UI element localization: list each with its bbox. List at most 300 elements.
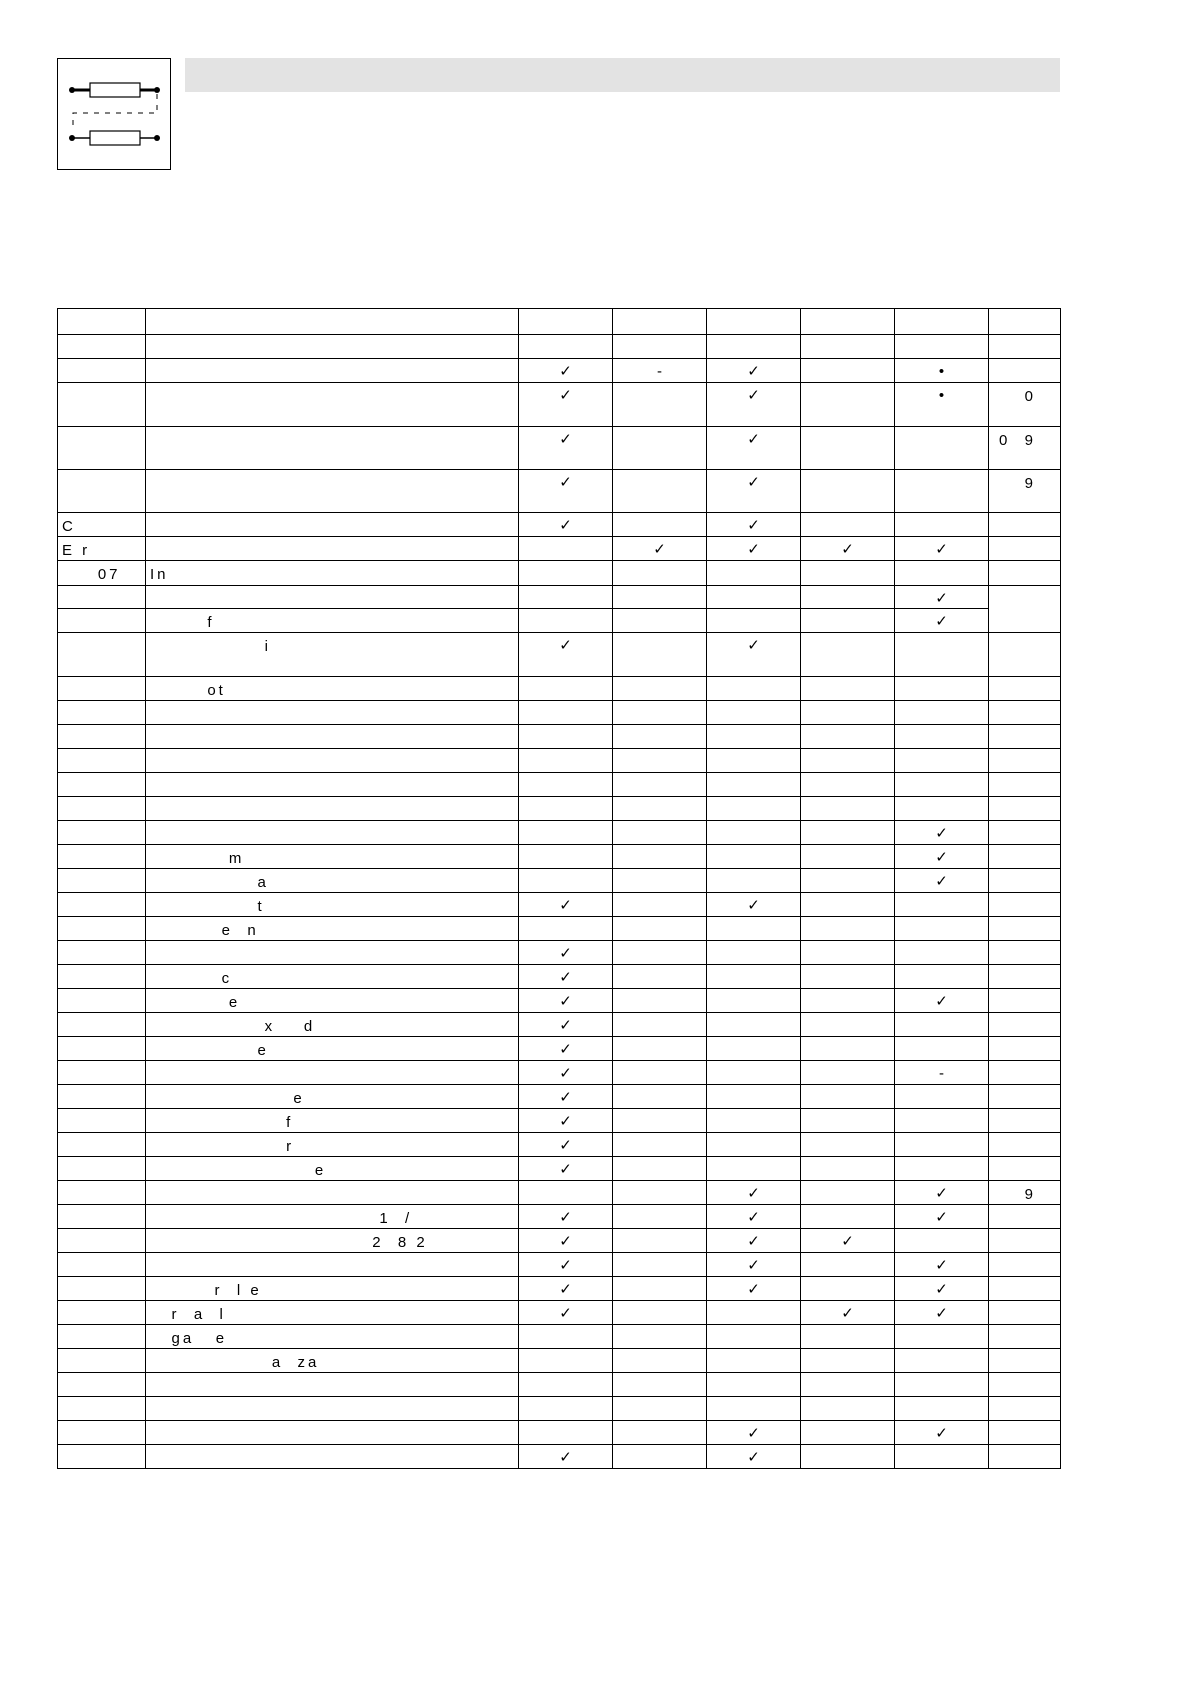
table-cell <box>895 869 989 893</box>
table-cell <box>707 941 801 965</box>
cell-text: ✓ <box>747 1449 760 1466</box>
table-cell <box>801 537 895 561</box>
table-row <box>58 797 1061 821</box>
table-cell <box>519 383 613 427</box>
table-cell <box>707 1253 801 1277</box>
table-cell <box>989 309 1061 335</box>
table-cell <box>801 427 895 470</box>
table-row <box>58 586 1061 609</box>
table-cell <box>707 1013 801 1037</box>
table-cell <box>895 1277 989 1301</box>
table-cell <box>707 1421 801 1445</box>
table-cell <box>613 1277 707 1301</box>
table-cell <box>613 1445 707 1469</box>
table-row <box>58 1373 1061 1397</box>
table-cell <box>707 1157 801 1181</box>
table-cell <box>801 513 895 537</box>
table-cell <box>519 561 613 586</box>
table-cell <box>58 537 146 561</box>
table-cell <box>801 1061 895 1085</box>
cell-text: ✓ <box>559 1281 572 1298</box>
table-cell <box>707 1301 801 1325</box>
data-table <box>57 308 1061 1469</box>
table-row <box>58 845 1061 869</box>
table-row <box>58 1133 1061 1157</box>
table-cell <box>58 1109 146 1133</box>
table-cell <box>801 725 895 749</box>
table-cell <box>519 470 613 513</box>
table-cell <box>707 1085 801 1109</box>
table-cell <box>58 773 146 797</box>
cell-text: • <box>938 363 945 380</box>
table-cell <box>801 1229 895 1253</box>
table-cell <box>801 1421 895 1445</box>
table-row <box>58 821 1061 845</box>
table-cell <box>519 1301 613 1325</box>
table-cell <box>146 917 519 941</box>
table-cell <box>519 821 613 845</box>
table-cell <box>707 359 801 383</box>
cell-text: ✓ <box>841 1305 854 1322</box>
table-cell <box>58 1037 146 1061</box>
table-cell <box>989 1373 1061 1397</box>
table-cell <box>895 1205 989 1229</box>
cell-text: 2 8 2 <box>150 1234 428 1251</box>
table-cell <box>895 359 989 383</box>
cell-text: t <box>150 898 265 915</box>
table-cell <box>613 1181 707 1205</box>
table-cell <box>989 1229 1061 1253</box>
table-cell <box>707 701 801 725</box>
table-cell <box>801 1277 895 1301</box>
table-cell <box>146 797 519 821</box>
table-cell <box>58 633 146 677</box>
table-row <box>58 989 1061 1013</box>
table-cell <box>707 1445 801 1469</box>
cell-text: ✓ <box>935 1281 948 1298</box>
cell-text: ✓ <box>935 1209 948 1226</box>
table-cell <box>146 309 519 335</box>
table-cell <box>146 1037 519 1061</box>
table-cell <box>707 609 801 633</box>
table-cell <box>801 470 895 513</box>
table-cell <box>58 1205 146 1229</box>
table-cell <box>801 1181 895 1205</box>
table-cell <box>58 1253 146 1277</box>
table-cell <box>613 749 707 773</box>
cell-text: m <box>150 850 245 867</box>
table-cell <box>895 845 989 869</box>
table-cell <box>519 335 613 359</box>
table-cell <box>58 821 146 845</box>
table-row <box>58 470 1061 513</box>
table-cell <box>146 1301 519 1325</box>
table-cell <box>801 845 895 869</box>
table-cell <box>989 917 1061 941</box>
table-cell <box>801 1037 895 1061</box>
table-row <box>58 725 1061 749</box>
table-cell <box>989 773 1061 797</box>
table-cell <box>801 797 895 821</box>
cell-text: ga e <box>150 1330 228 1347</box>
table-cell <box>801 1205 895 1229</box>
table-cell <box>895 797 989 821</box>
cell-text: ✓ <box>559 1017 572 1034</box>
table-cell <box>58 677 146 701</box>
cell-text: C <box>62 518 76 535</box>
table-cell <box>613 335 707 359</box>
table-cell <box>895 383 989 427</box>
table-cell <box>801 965 895 989</box>
table-cell <box>519 893 613 917</box>
table-cell <box>613 797 707 821</box>
cell-text: ✓ <box>559 1209 572 1226</box>
table-cell <box>613 513 707 537</box>
table-cell <box>519 1253 613 1277</box>
table-cell <box>519 537 613 561</box>
cell-text: ✓ <box>559 1065 572 1082</box>
cell-text: ✓ <box>559 1449 572 1466</box>
table-cell <box>519 701 613 725</box>
table-cell <box>895 821 989 845</box>
table-row <box>58 561 1061 586</box>
cell-text: 07 <box>62 566 121 583</box>
table-cell <box>146 869 519 893</box>
table-cell <box>801 869 895 893</box>
table-cell <box>801 1373 895 1397</box>
table-cell <box>519 917 613 941</box>
table-cell <box>707 633 801 677</box>
cell-text: ✓ <box>841 541 854 558</box>
table-cell <box>519 845 613 869</box>
table-cell <box>801 586 895 609</box>
table-row <box>58 677 1061 701</box>
table-row <box>58 427 1061 470</box>
cell-text: ✓ <box>747 1233 760 1250</box>
table-cell <box>895 1133 989 1157</box>
table-cell <box>58 1181 146 1205</box>
table-row <box>58 1013 1061 1037</box>
table-cell <box>613 633 707 677</box>
table-cell <box>613 586 707 609</box>
cell-text: r l e <box>150 1282 262 1299</box>
table-cell <box>613 965 707 989</box>
table-cell <box>58 989 146 1013</box>
table-cell <box>519 1109 613 1133</box>
table-cell <box>707 383 801 427</box>
table-cell <box>613 773 707 797</box>
table-cell <box>519 869 613 893</box>
table-cell <box>707 1397 801 1421</box>
table-cell <box>613 1037 707 1061</box>
table-cell <box>613 1325 707 1349</box>
table-cell <box>707 725 801 749</box>
table-cell <box>146 1373 519 1397</box>
table-cell <box>519 513 613 537</box>
table-cell <box>519 359 613 383</box>
table-cell <box>895 470 989 513</box>
table-cell <box>146 1061 519 1085</box>
table-cell <box>613 1229 707 1253</box>
table-cell <box>989 1037 1061 1061</box>
table-row <box>58 1421 1061 1445</box>
table-cell <box>613 989 707 1013</box>
table-row <box>58 633 1061 677</box>
cell-text: f <box>150 614 215 631</box>
table-cell <box>519 1325 613 1349</box>
table-cell <box>613 1157 707 1181</box>
table-cell <box>707 470 801 513</box>
table-cell <box>801 1397 895 1421</box>
table-cell <box>707 845 801 869</box>
table-cell <box>895 633 989 677</box>
cell-text: ✓ <box>559 1113 572 1130</box>
cell-text: ✓ <box>747 387 760 404</box>
table-cell <box>146 1349 519 1373</box>
table-cell <box>519 797 613 821</box>
table-cell <box>613 383 707 427</box>
table-cell <box>519 1085 613 1109</box>
table-cell <box>613 677 707 701</box>
table-cell <box>58 470 146 513</box>
cell-text: ✓ <box>559 1161 572 1178</box>
cell-text: x d <box>150 1018 316 1035</box>
table-cell <box>58 1061 146 1085</box>
table-cell <box>989 1109 1061 1133</box>
table-cell <box>801 1133 895 1157</box>
table-cell <box>519 725 613 749</box>
table-cell <box>989 1277 1061 1301</box>
table-cell <box>707 537 801 561</box>
table-cell <box>58 609 146 633</box>
table-row <box>58 383 1061 427</box>
table-cell <box>519 773 613 797</box>
table-cell <box>707 869 801 893</box>
table-cell <box>707 1349 801 1373</box>
cell-text: ✓ <box>559 1233 572 1250</box>
table-cell <box>58 941 146 965</box>
table-cell <box>801 773 895 797</box>
table-cell <box>989 1325 1061 1349</box>
table-cell <box>146 1205 519 1229</box>
table-cell <box>707 586 801 609</box>
table-cell <box>707 821 801 845</box>
table-cell <box>613 1421 707 1445</box>
table-cell <box>707 1181 801 1205</box>
cell-text: ✓ <box>935 993 948 1010</box>
table-cell <box>519 677 613 701</box>
cell-text: 0 <box>1024 388 1036 405</box>
table-cell <box>707 965 801 989</box>
table-cell <box>146 773 519 797</box>
table-cell <box>895 1013 989 1037</box>
table-cell <box>989 1157 1061 1181</box>
table-cell <box>519 1421 613 1445</box>
table-cell <box>895 773 989 797</box>
table-cell <box>613 1061 707 1085</box>
table-cell <box>519 609 613 633</box>
table-cell <box>146 359 519 383</box>
table-cell <box>519 989 613 1013</box>
table-row <box>58 1253 1061 1277</box>
table-cell <box>801 1445 895 1469</box>
table-cell <box>989 821 1061 845</box>
cell-text: ✓ <box>653 541 666 558</box>
table-cell <box>58 335 146 359</box>
table-row <box>58 1085 1061 1109</box>
table-cell <box>519 1133 613 1157</box>
cell-text: e <box>150 1162 327 1179</box>
table-row <box>58 1109 1061 1133</box>
table-cell <box>613 1301 707 1325</box>
table-cell <box>801 677 895 701</box>
cell-text: ✓ <box>935 873 948 890</box>
table-row <box>58 309 1061 335</box>
table-cell <box>146 941 519 965</box>
table-cell <box>895 917 989 941</box>
table-row <box>58 1061 1061 1085</box>
cell-text: ✓ <box>935 1425 948 1442</box>
table-row <box>58 1181 1061 1205</box>
table-cell <box>989 427 1061 470</box>
cell-text: ✓ <box>935 541 948 558</box>
table-cell <box>146 513 519 537</box>
table-cell <box>519 586 613 609</box>
table-cell <box>989 965 1061 989</box>
table-cell <box>519 309 613 335</box>
table-cell <box>989 989 1061 1013</box>
table-cell <box>146 1013 519 1037</box>
table-cell <box>707 1109 801 1133</box>
cell-text: ✓ <box>747 1281 760 1298</box>
table-cell <box>58 1373 146 1397</box>
table-cell <box>707 513 801 537</box>
table-cell <box>613 941 707 965</box>
table-cell <box>989 586 1061 633</box>
table-cell <box>895 989 989 1013</box>
table-cell <box>58 359 146 383</box>
table-cell <box>801 1085 895 1109</box>
cell-text: r <box>150 1138 295 1155</box>
table-cell <box>707 1061 801 1085</box>
table-cell <box>707 797 801 821</box>
cell-text: ✓ <box>559 945 572 962</box>
table-cell <box>613 1253 707 1277</box>
table-cell <box>801 917 895 941</box>
table-cell <box>146 749 519 773</box>
table-cell <box>801 821 895 845</box>
cell-text: ✓ <box>559 387 572 404</box>
table-cell <box>146 335 519 359</box>
cell-text: e <box>150 1042 269 1059</box>
cell-text: ✓ <box>747 1209 760 1226</box>
cell-text: ✓ <box>559 1305 572 1322</box>
table-cell <box>895 1373 989 1397</box>
table-cell <box>895 1157 989 1181</box>
table-cell <box>989 725 1061 749</box>
table-cell <box>519 633 613 677</box>
table-cell <box>146 586 519 609</box>
table-cell <box>989 513 1061 537</box>
cell-text: ✓ <box>559 969 572 986</box>
table-cell <box>58 869 146 893</box>
table-row <box>58 537 1061 561</box>
table-cell <box>895 677 989 701</box>
table-cell <box>707 893 801 917</box>
cell-text: - <box>657 363 662 380</box>
table-cell <box>989 1445 1061 1469</box>
cell-text: ✓ <box>747 541 760 558</box>
table-row <box>58 893 1061 917</box>
table-cell <box>58 893 146 917</box>
table-cell <box>146 537 519 561</box>
table-cell <box>989 1253 1061 1277</box>
table-cell <box>613 869 707 893</box>
cell-text: i <box>150 638 272 655</box>
table-cell <box>707 1229 801 1253</box>
table-cell <box>613 893 707 917</box>
table-cell <box>519 941 613 965</box>
table-cell <box>895 1181 989 1205</box>
table-cell <box>801 383 895 427</box>
table-cell <box>895 309 989 335</box>
table-cell <box>613 1205 707 1229</box>
table-cell <box>146 470 519 513</box>
table-cell <box>707 427 801 470</box>
table-cell <box>801 359 895 383</box>
table-cell <box>801 1301 895 1325</box>
table-cell <box>707 989 801 1013</box>
cell-text: ✓ <box>559 517 572 534</box>
table-row <box>58 1349 1061 1373</box>
table-cell <box>989 1397 1061 1421</box>
table-cell <box>613 917 707 941</box>
table-cell <box>519 1205 613 1229</box>
table-cell <box>707 1325 801 1349</box>
table-cell <box>895 1085 989 1109</box>
table-cell <box>58 383 146 427</box>
table-cell <box>989 561 1061 586</box>
table-cell <box>989 1349 1061 1373</box>
cell-text: ot <box>150 682 226 699</box>
table-cell <box>613 821 707 845</box>
table-cell <box>989 537 1061 561</box>
table-cell <box>895 1445 989 1469</box>
table-cell <box>895 513 989 537</box>
table-cell <box>989 359 1061 383</box>
cell-text: 1 / <box>150 1210 413 1227</box>
table-cell <box>58 1397 146 1421</box>
table-cell <box>989 470 1061 513</box>
table-cell <box>989 845 1061 869</box>
table-cell <box>58 513 146 537</box>
cell-text: ✓ <box>559 474 572 491</box>
table-cell <box>613 1349 707 1373</box>
table-cell <box>801 561 895 586</box>
table-cell <box>989 677 1061 701</box>
cell-text: e <box>150 994 241 1011</box>
table-cell <box>519 1037 613 1061</box>
cell-text: ✓ <box>559 363 572 380</box>
table-cell <box>801 701 895 725</box>
cell-text: a <box>150 874 269 891</box>
table-cell <box>707 1037 801 1061</box>
table-cell <box>989 1013 1061 1037</box>
table-cell <box>989 701 1061 725</box>
table-cell <box>146 1109 519 1133</box>
table-cell <box>519 1013 613 1037</box>
cell-text: a za <box>150 1354 320 1371</box>
